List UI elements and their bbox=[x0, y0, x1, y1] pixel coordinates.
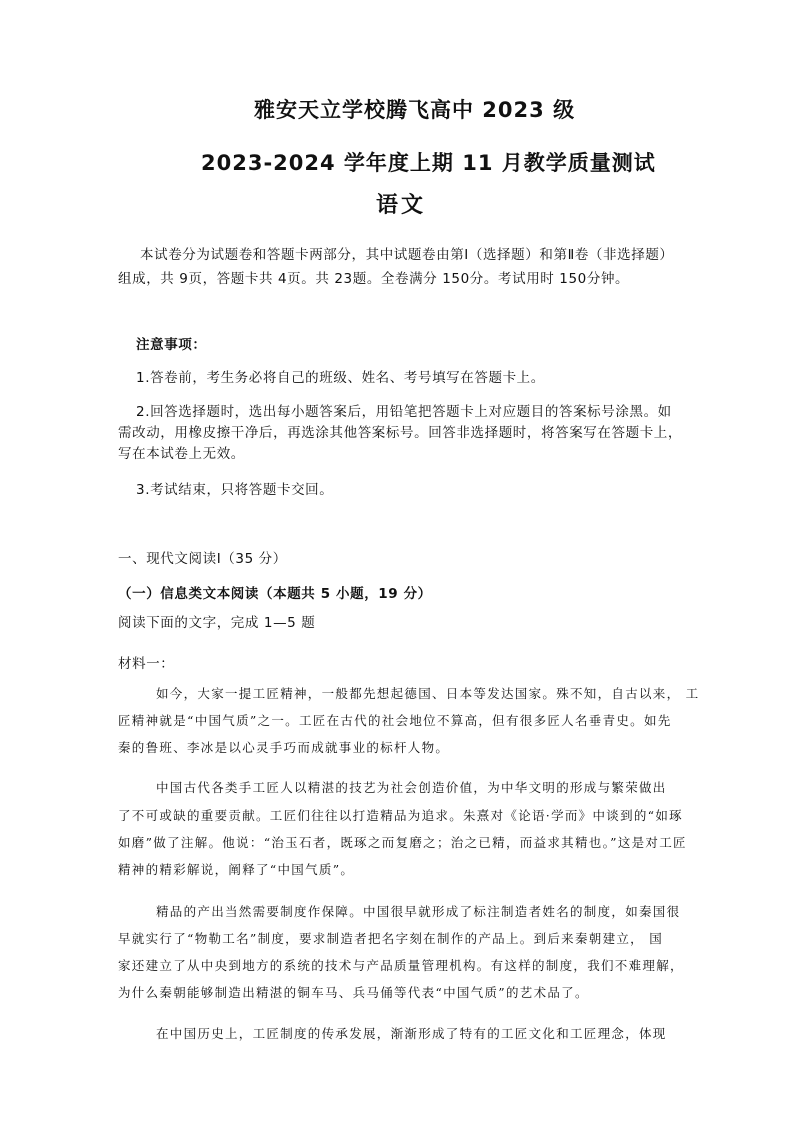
section-heading: 一、现代文阅读Ⅰ（35 分） bbox=[118, 551, 287, 567]
material-label: 材料一： bbox=[118, 656, 175, 672]
passage-line: 秦的鲁班、李冰是以心灵手巧而成就事业的标杆人物。 bbox=[118, 740, 450, 755]
section-subheading: （一）信息类文本阅读（本题共 5 小题，19 分） bbox=[118, 586, 432, 602]
notes-item-3: 3.考试结束，只将答题卡交回。 bbox=[136, 482, 334, 498]
passage-line: 早就实行了“物勒工名”制度，要求制造者把名字刻在制作的产品上。到后来秦朝建立， 国 bbox=[118, 931, 664, 946]
notes-item-2-line-1: 2.回答选择题时，选出每小题答案后，用铅笔把答题卡上对应题目的答案标号涂黑。如 bbox=[136, 404, 672, 420]
notes-item-2-line-2: 需改动，用橡皮擦干净后，再选涂其他答案标号。回答非选择题时，将答案写在答题卡上， bbox=[118, 425, 682, 441]
notes-item-1: 1.答卷前，考生务必将自己的班级、姓名、考号填写在答题卡上。 bbox=[136, 370, 545, 386]
passage-line: 精品的产出当然需要制度作保障。中国很早就形成了标注制造者姓名的制度，如秦国很 bbox=[156, 904, 681, 919]
passage-line: 中国古代各类手工匠人以精湛的技艺为社会创造价值，为中华文明的形成与繁荣做出 bbox=[156, 780, 667, 795]
notes-heading: 注意事项： bbox=[136, 337, 207, 353]
passage-line: 为什么秦朝能够制造出精湛的铜车马、兵马俑等代表“中国气质”的艺术品了。 bbox=[118, 985, 589, 1000]
passage-line: 精神的精彩解说，阐释了“中国气质”。 bbox=[118, 862, 355, 877]
passage-line: 如磨”做了注解。他说：“治玉石者，既琢之而复磨之；治之已精，而益求其精也。”这是对工匠 bbox=[118, 835, 687, 850]
exam-title-line1: 雅安天立学校腾飞高中 2023 级 bbox=[254, 98, 576, 122]
passage-line: 如今，大家一提工匠精神，一般都先想起德国、日本等发达国家。殊不知，自古以来， 工 bbox=[156, 686, 700, 701]
passage-line: 家还建立了从中央到地方的系统的技术与产品质量管理机构。有这样的制度，我们不难理解， bbox=[118, 958, 684, 973]
exam-subject: 语文 bbox=[376, 193, 427, 218]
passage-line: 了不可或缺的重要贡献。工匠们往往以打造精品为追求。朱熹对《论语·学而》中谈到的“如琢 bbox=[118, 808, 683, 823]
intro-line-2: 组成，共 9页，答题卡共 4页。共 23题。全卷满分 150分。考试用时 150分钟。 bbox=[118, 271, 630, 287]
exam-title-line2: 2023-2024 学年度上期 11 月教学质量测试 bbox=[201, 151, 656, 175]
notes-item-2-line-3: 写在本试卷上无效。 bbox=[118, 446, 245, 462]
passage-line: 在中国历史上，工匠制度的传承发展，渐渐形成了特有的工匠文化和工匠理念，体现 bbox=[156, 1026, 667, 1041]
passage-line: 匠精神就是“中国气质”之一。工匠在古代的社会地位不算高，但有很多匠人名垂青史。如先 bbox=[118, 713, 672, 728]
section-instruction: 阅读下面的文字，完成 1—5 题 bbox=[118, 615, 316, 631]
intro-line-1: 本试卷分为试题卷和答题卡两部分，其中试题卷由第Ⅰ（选择题）和第Ⅱ卷（非选择题） bbox=[140, 247, 674, 263]
